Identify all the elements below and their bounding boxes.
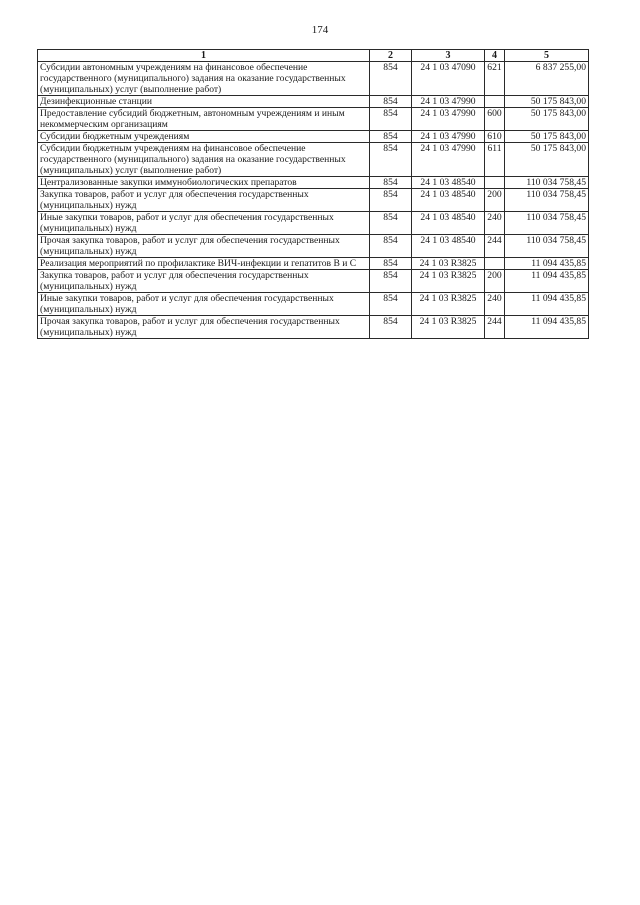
row-expense-type-cell (485, 96, 505, 108)
table-header-row (38, 50, 589, 62)
header-cell: 5 (505, 50, 589, 62)
row-ministry-cell: 854 (370, 62, 412, 96)
row-name-cell: Субсидии бюджетным учреждениям на финансовое обеспечение государственного (муниципального) задания на оказание государственных (муниципальных) услуг (выполнение работ) (38, 143, 370, 177)
budget-table (37, 49, 589, 339)
row-article-cell: 24 1 03 47990 (412, 131, 485, 143)
header-cell: 1 (38, 50, 370, 62)
row-expense-type-cell: 240 (485, 293, 505, 316)
table-row (38, 293, 589, 316)
row-ministry-cell: 854 (370, 108, 412, 131)
row-name-cell: Предоставление субсидий бюджетным, автономным учреждениям и иным некоммерческим организациям (38, 108, 370, 131)
row-ministry-cell: 854 (370, 189, 412, 212)
row-expense-type-cell (485, 258, 505, 270)
row-name-cell: Иные закупки товаров, работ и услуг для обеспечения государственных (муниципальных) нужд (38, 293, 370, 316)
row-name-cell: Субсидии автономным учреждениям на финансовое обеспечение государственного (муниципального) задания на оказание государственных (муниципальных) услуг (выполнение работ) (38, 62, 370, 96)
row-article-cell: 24 1 03 48540 (412, 212, 485, 235)
row-sum-cell: 6 837 255,00 (505, 62, 589, 96)
row-ministry-cell: 854 (370, 270, 412, 293)
row-sum-cell: 110 034 758,45 (505, 189, 589, 212)
row-ministry-cell: 854 (370, 143, 412, 177)
row-sum-cell: 110 034 758,45 (505, 235, 589, 258)
table-row (38, 131, 589, 143)
table-row (38, 177, 589, 189)
row-article-cell: 24 1 03 47090 (412, 62, 485, 96)
row-name-cell: Реализация мероприятий по профилактике ВИЧ-инфекции и гепатитов В и С (38, 258, 370, 270)
row-expense-type-cell: 610 (485, 131, 505, 143)
row-expense-type-cell: 621 (485, 62, 505, 96)
row-expense-type-cell: 200 (485, 270, 505, 293)
row-article-cell: 24 1 03 R3825 (412, 316, 485, 339)
row-ministry-cell: 854 (370, 177, 412, 189)
row-sum-cell: 11 094 435,85 (505, 293, 589, 316)
row-expense-type-cell (485, 177, 505, 189)
row-ministry-cell: 854 (370, 316, 412, 339)
row-name-cell: Дезинфекционные станции (38, 96, 370, 108)
row-ministry-cell: 854 (370, 212, 412, 235)
table-row (38, 316, 589, 339)
table-row (38, 108, 589, 131)
row-article-cell: 24 1 03 R3825 (412, 293, 485, 316)
row-sum-cell: 11 094 435,85 (505, 316, 589, 339)
row-expense-type-cell: 244 (485, 316, 505, 339)
row-name-cell: Закупка товаров, работ и услуг для обеспечения государственных (муниципальных) нужд (38, 270, 370, 293)
row-sum-cell: 50 175 843,00 (505, 96, 589, 108)
row-article-cell: 24 1 03 R3825 (412, 270, 485, 293)
header-cell: 3 (412, 50, 485, 62)
row-ministry-cell: 854 (370, 235, 412, 258)
row-name-cell: Прочая закупка товаров, работ и услуг для обеспечения государственных (муниципальных) нужд (38, 235, 370, 258)
header-cell: 2 (370, 50, 412, 62)
row-sum-cell: 50 175 843,00 (505, 108, 589, 131)
row-sum-cell: 110 034 758,45 (505, 177, 589, 189)
row-sum-cell: 11 094 435,85 (505, 258, 589, 270)
table-row (38, 235, 589, 258)
row-name-cell: Прочая закупка товаров, работ и услуг для обеспечения государственных (муниципальных) нужд (38, 316, 370, 339)
row-name-cell: Закупка товаров, работ и услуг для обеспечения государственных (муниципальных) нужд (38, 189, 370, 212)
row-expense-type-cell: 244 (485, 235, 505, 258)
row-name-cell: Иные закупки товаров, работ и услуг для обеспечения государственных (муниципальных) нужд (38, 212, 370, 235)
row-article-cell: 24 1 03 47990 (412, 143, 485, 177)
row-expense-type-cell: 600 (485, 108, 505, 131)
table-row (38, 62, 589, 96)
row-article-cell: 24 1 03 48540 (412, 189, 485, 212)
row-ministry-cell: 854 (370, 96, 412, 108)
row-article-cell: 24 1 03 48540 (412, 235, 485, 258)
table-row (38, 212, 589, 235)
table-row (38, 270, 589, 293)
row-name-cell: Субсидии бюджетным учреждениям (38, 131, 370, 143)
row-sum-cell: 50 175 843,00 (505, 143, 589, 177)
table-row (38, 143, 589, 177)
row-article-cell: 24 1 03 R3825 (412, 258, 485, 270)
row-expense-type-cell: 200 (485, 189, 505, 212)
row-ministry-cell: 854 (370, 293, 412, 316)
row-expense-type-cell: 611 (485, 143, 505, 177)
row-expense-type-cell: 240 (485, 212, 505, 235)
table-row (38, 189, 589, 212)
row-ministry-cell: 854 (370, 131, 412, 143)
table-row (38, 96, 589, 108)
row-name-cell: Централизованные закупки иммунобиологических препаратов (38, 177, 370, 189)
row-sum-cell: 11 094 435,85 (505, 270, 589, 293)
row-article-cell: 24 1 03 48540 (412, 177, 485, 189)
page-number: 174 (311, 24, 329, 36)
row-sum-cell: 110 034 758,45 (505, 212, 589, 235)
row-sum-cell: 50 175 843,00 (505, 131, 589, 143)
table-body (38, 62, 589, 339)
table-row (38, 258, 589, 270)
row-article-cell: 24 1 03 47990 (412, 96, 485, 108)
row-ministry-cell: 854 (370, 258, 412, 270)
row-article-cell: 24 1 03 47990 (412, 108, 485, 131)
header-cell: 4 (485, 50, 505, 62)
